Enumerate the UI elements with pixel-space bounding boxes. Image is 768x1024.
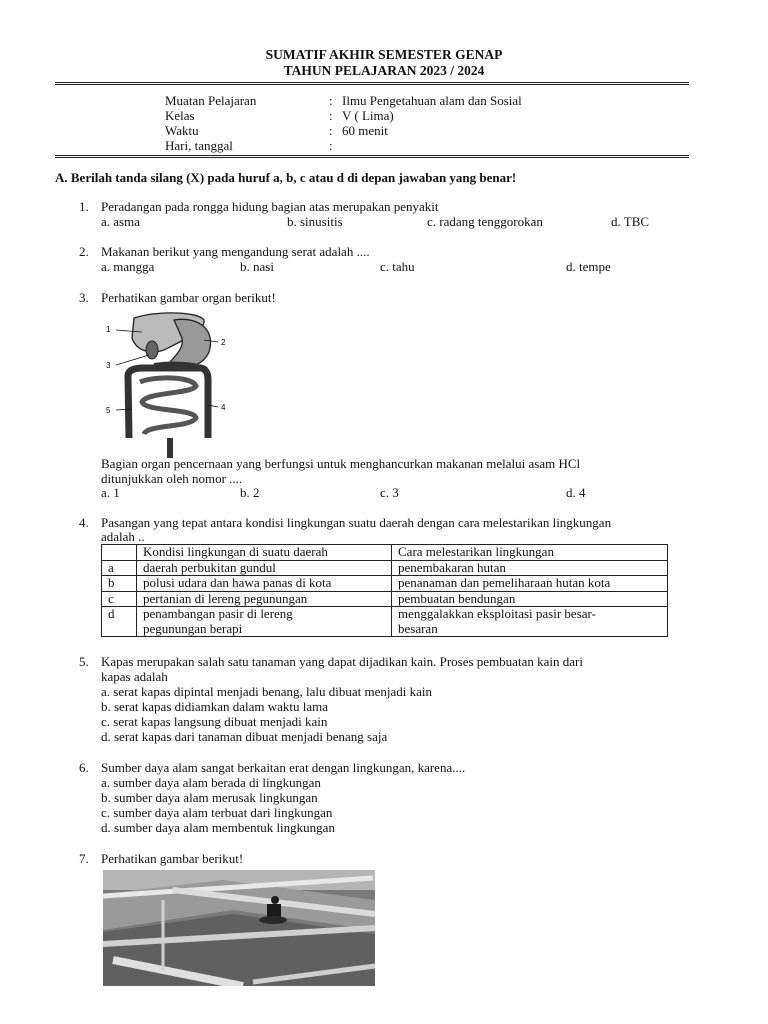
table-cell: penanaman dan pemeliharaan hutan kota [392, 576, 668, 592]
table-header-cell: Kondisi lingkungan di suatu daerah [137, 545, 392, 561]
table-cell-line: menggalakkan eksploitasi pasir besar- [398, 606, 596, 621]
q3-option-a: a. 1 [101, 485, 120, 500]
table-cell [137, 607, 392, 637]
q5-number: 5. [79, 654, 89, 669]
table-row [102, 560, 668, 576]
q4-number: 4. [79, 515, 89, 530]
field-value-class: V ( Lima) [342, 108, 394, 123]
field-label-subject: Muatan Pelajaran [165, 93, 257, 108]
q4-table [101, 544, 668, 637]
q3-option-d: d. 4 [566, 485, 586, 500]
q3-option-b: b. 2 [240, 485, 260, 500]
organ-label-3: 3 [106, 361, 111, 370]
digestive-organ-figure [104, 310, 234, 460]
q1-option-a: a. asma [101, 214, 140, 229]
table-cell: penembakaran hutan [392, 560, 668, 576]
q3-text: Perhatikan gambar organ berikut! [101, 290, 276, 305]
field-sep: : [329, 138, 333, 153]
table-cell-key: d [102, 607, 137, 637]
q2-text: Makanan berikut yang mengandung serat adalah .... [101, 244, 370, 259]
q6-option-b: b. sumber daya alam merusak lingkungan [101, 790, 318, 805]
table-header-cell: Cara melestarikan lingkungan [392, 545, 668, 561]
q3-text-2b: ditunjukkan oleh nomor .... [101, 471, 243, 486]
q4-text-1: Pasangan yang tepat antara kondisi lingkungan suatu daerah dengan cara melestarikan lingkungan [101, 515, 612, 530]
q6-text: Sumber daya alam sangat berkaitan erat dengan lingkungan, karena.... [101, 760, 466, 775]
table-header-cell [102, 545, 137, 561]
table-cell-line: besaran [398, 620, 438, 636]
field-label-time: Waktu [165, 123, 199, 138]
table-row [102, 607, 668, 637]
table-cell-key: c [102, 591, 137, 607]
fish-cage-illustration [103, 870, 375, 986]
q2-option-a: a. mangga [101, 259, 155, 274]
q2-option-b: b. nasi [240, 259, 274, 274]
q2-option-d: d. tempe [566, 259, 611, 274]
q6-option-a: a. sumber daya alam berada di lingkungan [101, 775, 321, 790]
q1-option-b: b. sinusitis [287, 214, 343, 229]
field-sep: : [329, 123, 333, 138]
exam-year: TAHUN PELAJARAN 2023 / 2024 [283, 63, 485, 78]
q1-text: Peradangan pada rongga hidung bagian atas merupakan penyakit [101, 199, 439, 214]
q3-number: 3. [79, 290, 89, 305]
table-cell: pembuatan bendungan [392, 591, 668, 607]
table-cell-key: b [102, 576, 137, 592]
table-row [102, 576, 668, 592]
q5-option-c: c. serat kapas langsung dibuat menjadi kain [101, 714, 328, 729]
q5-option-b: b. serat kapas didiamkan dalam waktu lama [101, 699, 329, 714]
field-label-class: Kelas [165, 108, 195, 123]
q6-option-c: c. sumber daya alam terbuat dari lingkungan [101, 805, 333, 820]
table-cell: polusi udara dan hawa panas di kota [137, 576, 392, 592]
organ-label-2: 2 [221, 338, 226, 347]
q1-option-c: c. radang tenggorokan [427, 214, 543, 229]
q5-option-d: d. serat kapas dari tanaman dibuat menjadi benang saja [101, 729, 388, 744]
digestive-organ-illustration [104, 310, 234, 460]
q1-number: 1. [79, 199, 89, 214]
q7-text: Perhatikan gambar berikut! [101, 851, 244, 866]
section-a-instruction: A. Berilah tanda silang (X) pada huruf a, b, c atau d di depan jawaban yang benar! [55, 170, 517, 185]
field-value-subject: Ilmu Pengetahuan alam dan Sosial [342, 93, 522, 108]
table-cell [392, 607, 668, 637]
q6-option-d: d. sumber daya alam membentuk lingkungan [101, 820, 335, 835]
q5-option-a: a. serat kapas dipintal menjadi benang, lalu dibuat menjadi kain [101, 684, 433, 699]
table-header-row [102, 545, 668, 561]
organ-label-4: 4 [221, 403, 226, 412]
header-divider-bottom [55, 155, 689, 158]
table-cell: daerah perbukitan gundul [137, 560, 392, 576]
header-divider-top [55, 82, 689, 85]
table-row [102, 591, 668, 607]
organ-label-5: 5 [106, 406, 111, 415]
exam-title: SUMATIF AKHIR SEMESTER GENAP [265, 47, 503, 62]
organ-label-1: 1 [106, 325, 111, 334]
q6-number: 6. [79, 760, 89, 775]
table-cell-line: penambangan pasir di lereng [143, 606, 293, 621]
q1-option-d: d. TBC [611, 214, 650, 229]
q4-text-2: adalah .. [101, 529, 145, 544]
q5-text-2: kapas adalah [101, 669, 168, 684]
field-sep: : [329, 108, 333, 123]
q2-number: 2. [79, 244, 89, 259]
field-value-time: 60 menit [342, 123, 388, 138]
q2-option-c: c. tahu [380, 259, 415, 274]
table-cell-key: a [102, 560, 137, 576]
field-sep: : [329, 93, 333, 108]
table-cell: pertanian di lereng pegunungan [137, 591, 392, 607]
q7-number: 7. [79, 851, 89, 866]
q5-text-1: Kapas merupakan salah satu tanaman yang dapat dijadikan kain. Proses pembuatan kain dari [101, 654, 583, 669]
fish-cage-photo [103, 870, 375, 986]
table-cell-line: pegunungan berapi [143, 620, 243, 636]
field-label-date: Hari, tanggal [165, 138, 233, 153]
q3-text-2a: Bagian organ pencernaan yang berfungsi untuk menghancurkan makanan melalui asam HCl [101, 456, 581, 471]
q3-option-c: c. 3 [380, 485, 399, 500]
